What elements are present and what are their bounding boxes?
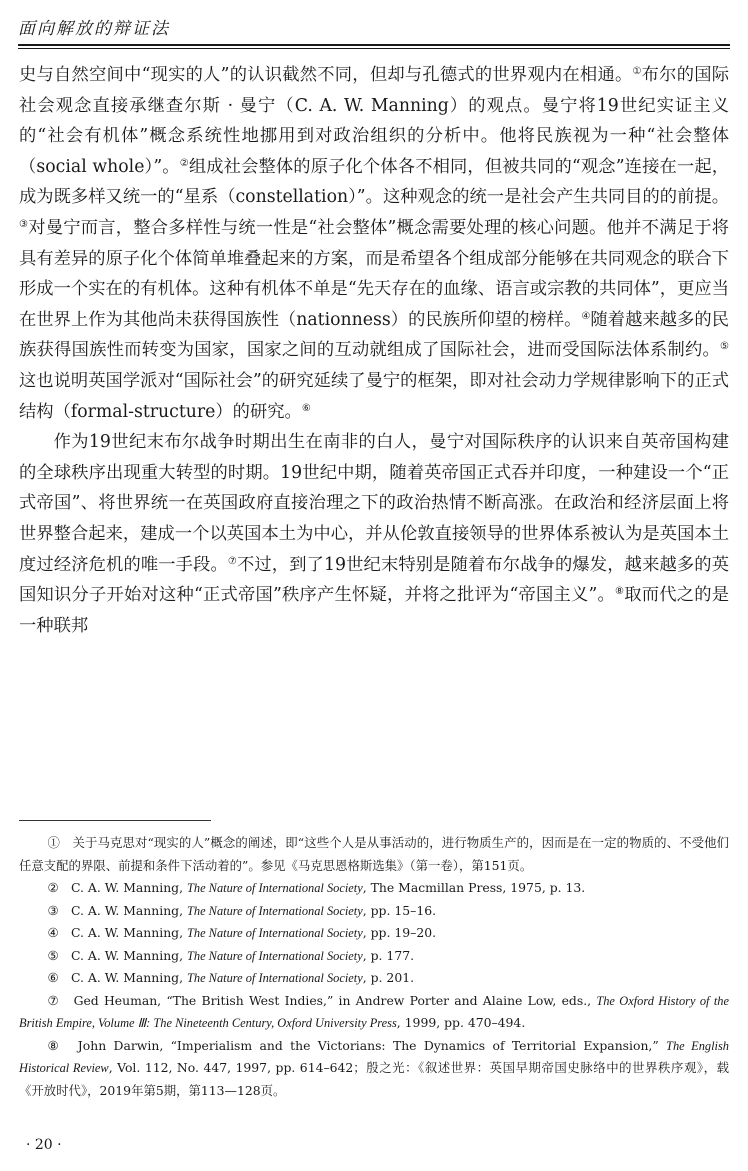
main-text: [19, 60, 729, 641]
text-run: , pp. 19–20.: [362, 925, 437, 940]
italic-title: The Nature of International Society: [187, 881, 363, 895]
running-header: 面向解放的辩证法: [18, 19, 170, 39]
text-run: ⑥ C. A. W. Manning,: [47, 970, 187, 985]
paragraph-2: [19, 427, 729, 641]
text-run: ③ C. A. W. Manning,: [47, 902, 187, 918]
footnote-marker: ⑦: [227, 555, 237, 567]
header-rule-thin: [18, 48, 730, 49]
italic-title: The Nature of International Society: [187, 971, 363, 985]
text-run: 作为19世纪末布尔战争时期出生在南非的白人，曼宁对国际秩序的认识来自英帝国构建的全球秩序出现重大转型的时期。19世纪中期，随着英帝国正式吞并印度，一种建设一个“正式帝国”、将世界统一在英国政府直接治理之下的政治热情不断高涨。在政治和经济层面上将世界整合起来，建成一个以英国本土为中心，并从伦敦直接领导的世界体系被认为是英国本土度过经济危机的唯一手段。: [19, 432, 729, 575]
text-run: , pp. 15–16.: [362, 902, 437, 918]
footnote-2: [19, 877, 729, 900]
text-run: 对曼宁而言，整合多样性与统一性是“社会整体”概念需要处理的核心问题。他并不满足于将具有差异的原子化个体简单堆叠起来的方案，而是希望各个组成部分能够在共同观念的联合下形成一个实在的有机体。这种有机体不单是“先天存在的血缘、语言或宗教的共同体”，更应当在世界上作为其他尚未获得国族性（nationness）的民族所仰望的榜样。: [19, 217, 730, 330]
text-run: ⑦ Ged Heuman, “The British West Indies,” in Andrew Porter and Alaine Low, eds.,: [47, 992, 597, 1008]
paragraph-1: [19, 60, 729, 427]
text-run: 取而代之的是一种联邦: [19, 585, 729, 636]
text-run: , Vol. 112, No. 447, 1997, pp. 614–642；殷之光：《叙述世界：英国早期帝国史脉络中的世界秩序观》，载《开放时代》，2019年第5期，第113—128页。: [19, 1060, 730, 1098]
text-run: ⑤ C. A. W. Manning,: [47, 947, 187, 963]
header-rule-thick: [18, 44, 730, 46]
text-run: , The Macmillan Press, 1975, p. 13.: [362, 880, 586, 895]
footnote-marker: ②: [179, 157, 189, 169]
text-run: ④ C. A. W. Manning,: [47, 925, 187, 940]
text-run: , p. 201.: [362, 970, 415, 985]
footnote-marker: ①: [632, 66, 642, 77]
footnotes: [19, 832, 729, 1102]
footnote-marker: ③: [19, 218, 29, 230]
text-run: , 1999, pp. 470–494.: [396, 1015, 526, 1030]
text-run: 布尔的国际社会观念直接承继查尔斯 · 曼宁（C. A. W. Manning）的观点。曼宁将19世纪实证主义的“社会有机体”概念系统性地挪用到对政治组织的分析中。他将民族视为一种“社会整体（social whole）”。: [19, 65, 729, 177]
italic-title: The Nature of International Society: [187, 926, 363, 940]
footnote-marker: ⑤: [720, 341, 729, 353]
footnote-marker: ⑥: [301, 402, 311, 414]
footnote-7: [19, 990, 729, 1035]
text-run: 不过，到了19世纪末特别是随着布尔战争的爆发，越来越多的英国知识分子开始对这种“正式帝国”秩序产生怀疑，并将之批评为“帝国主义”。: [19, 554, 729, 606]
footnote-5: [19, 945, 729, 968]
footnote-marker: ⑧: [615, 586, 625, 598]
page-number: · 20 ·: [26, 1137, 62, 1153]
footnote-marker: ④: [581, 310, 591, 322]
footnote-4: [19, 922, 729, 945]
text-run: 组成社会整体的原子化个体各不相同，但被共同的“观念”连接在一起，成为既多样又统一的“星系（constellation）”。这种观念的统一是社会产生共同目的的前提。: [19, 156, 730, 208]
italic-title: The Nature of International Society: [187, 948, 363, 963]
italic-title: The Oxford History of the British Empire, Volume Ⅲ: The Nineteenth Century, Oxford University Press: [19, 993, 729, 1030]
footnote-1: [19, 832, 729, 877]
text-run: 史与自然空间中“现实的人”的认识截然不同，但却与孔德式的世界观内在相通。: [19, 65, 633, 85]
text-run: , p. 177.: [362, 947, 415, 963]
footnote-3: [19, 900, 729, 923]
text-run: ① 关于马克思对“现实的人”概念的阐述，即“这些个人是从事活动的，进行物质生产的，因而是在一定的物质的、不受他们任意支配的界限、前提和条件下活动着的”。参见《马克思恩格斯选集》（第一卷），第151页。: [19, 835, 729, 873]
footnote-8: [19, 1035, 729, 1103]
text-run: 随着越来越多的民族获得国族性而转变为国家，国家之间的互动就组成了国际社会，进而受国际法体系制约。: [19, 309, 729, 361]
footnote-6: [19, 967, 729, 990]
text-run: ⑧ John Darwin, “Imperialism and the Victorians: The Dynamics of Territorial Expansion,”: [47, 1037, 667, 1053]
italic-title: The Nature of International Society: [187, 903, 363, 918]
footnote-separator: [19, 820, 211, 821]
text-run: 这也说明英国学派对“国际社会”的研究延续了曼宁的框架，即对社会动力学规律影响下的正式结构（formal-structure）的研究。: [19, 370, 729, 422]
italic-title: The English Historical Review: [19, 1038, 729, 1075]
text-run: ② C. A. W. Manning,: [47, 880, 187, 895]
